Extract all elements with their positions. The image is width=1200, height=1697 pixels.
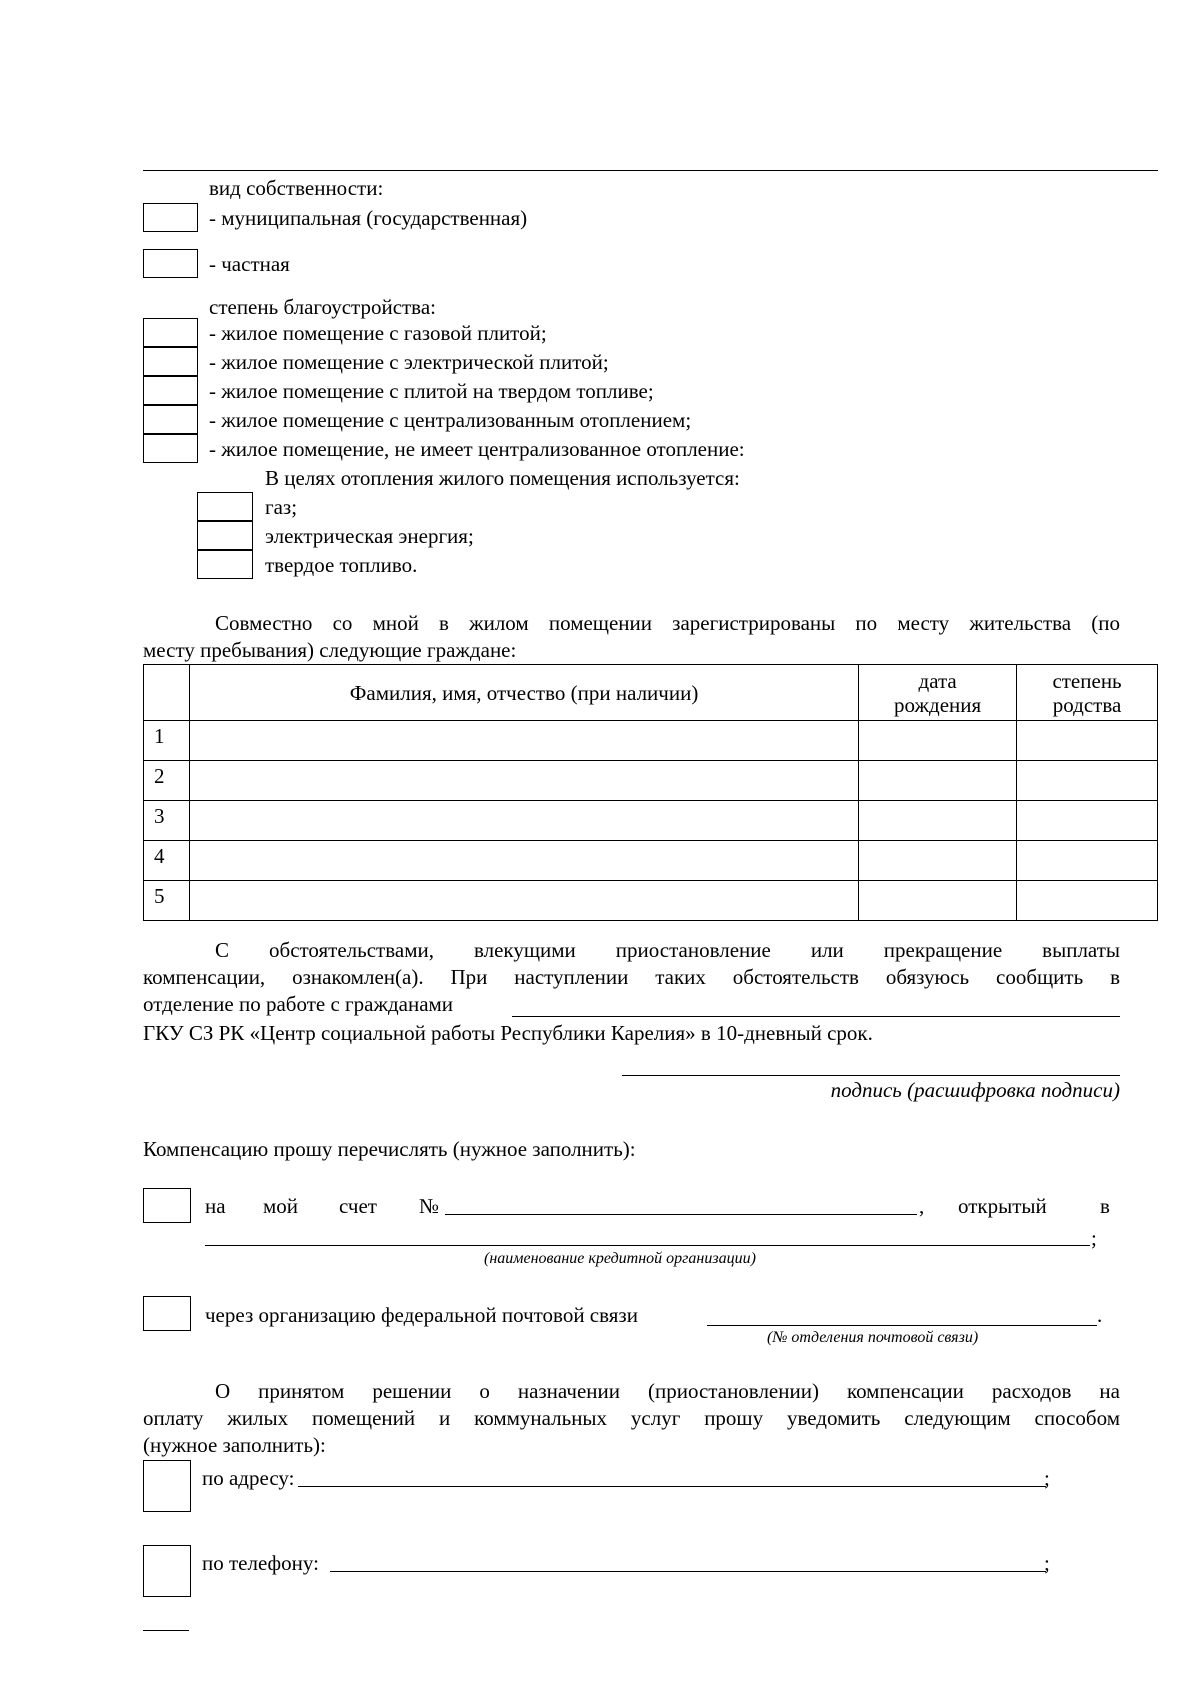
row-number: 2 <box>144 761 190 801</box>
residents-table <box>143 664 1158 921</box>
ack-line4: ГКУ СЗ РК «Центр социальной работы Республики Карелия» в 10-дневный срок. <box>143 1021 873 1045</box>
header-birth-line2: рождения <box>894 692 982 717</box>
address-field[interactable] <box>298 1486 1046 1487</box>
name-cell[interactable] <box>189 881 858 921</box>
header-birth-line1: дата <box>918 668 957 693</box>
name-cell[interactable] <box>189 801 858 841</box>
bank-name-end: ; <box>1091 1226 1097 1250</box>
amenity-no-central-heating-label: - жилое помещение, не имеет централизованное отопление: <box>209 437 745 461</box>
payment-heading: Компенсацию прошу перечислять (нужное заполнить): <box>143 1137 636 1161</box>
ownership-private-checkbox[interactable] <box>143 249 198 278</box>
amenities-heading: степень благоустройства: <box>209 295 436 319</box>
row-number: 5 <box>144 881 190 921</box>
phone-field[interactable] <box>330 1571 1046 1572</box>
phone-label: по телефону: <box>202 1551 319 1575</box>
relation-cell[interactable] <box>1017 841 1158 881</box>
row-number: 4 <box>144 841 190 881</box>
birth-cell[interactable] <box>859 841 1017 881</box>
relation-cell[interactable] <box>1017 881 1158 921</box>
notify-address-checkbox[interactable] <box>143 1460 191 1512</box>
amenity-solid-fuel-stove-label: - жилое помещение с плитой на твердом топливе; <box>209 379 654 403</box>
account-word-number-sign: № <box>419 1194 440 1218</box>
amenity-electric-stove-checkbox[interactable] <box>143 347 198 376</box>
account-word-moy: мой <box>263 1194 299 1218</box>
address-end: ; <box>1044 1466 1050 1490</box>
ownership-private-label: - частная <box>209 252 290 276</box>
post-office-caption: (№ отделения почтовой связи) <box>767 1329 979 1346</box>
name-cell[interactable] <box>189 721 858 761</box>
ownership-municipal-checkbox[interactable] <box>143 203 198 232</box>
payment-account-checkbox[interactable] <box>143 1188 191 1223</box>
name-cell[interactable] <box>189 761 858 801</box>
relation-cell[interactable] <box>1017 761 1158 801</box>
residents-intro-line1: Совместно со мной в жилом помещении зарегистрированы по месту жительства (по <box>215 611 1120 635</box>
name-cell[interactable] <box>189 841 858 881</box>
heating-solid-fuel-label: твердое топливо. <box>265 553 418 577</box>
residents-table-header <box>144 665 1158 721</box>
payment-post-checkbox[interactable] <box>143 1296 191 1331</box>
ack-line3: отделение по работе с гражданами <box>143 992 454 1016</box>
table-row <box>144 761 1158 801</box>
top-rule <box>143 170 1158 171</box>
heating-gas-checkbox[interactable] <box>197 492 253 521</box>
ownership-municipal-label: - муниципальная (государственная) <box>209 206 528 230</box>
birth-cell[interactable] <box>859 801 1017 841</box>
table-row <box>144 841 1158 881</box>
address-label: по адресу: <box>202 1466 295 1490</box>
heating-electric-label: электрическая энергия; <box>265 524 474 548</box>
bank-name-field[interactable] <box>205 1245 1090 1246</box>
relation-cell[interactable] <box>1017 721 1158 761</box>
table-row <box>144 881 1158 921</box>
residents-intro-line2: месту пребывания) следующие граждане: <box>143 638 517 662</box>
signature-caption: подпись (расшифровка подписи) <box>830 1078 1120 1102</box>
amenity-gas-stove-label: - жилое помещение с газовой плитой; <box>209 321 547 345</box>
ack-line2: компенсации, ознакомлен(а). При наступлении таких обстоятельств обязуюсь сообщить в <box>143 965 1120 989</box>
post-end: . <box>1097 1303 1103 1327</box>
bank-name-caption: (наименование кредитной организации) <box>484 1250 756 1267</box>
notify-phone-checkbox[interactable] <box>143 1545 191 1597</box>
notify-line2: оплату жилых помещений и коммунальных услуг прошу уведомить следующим способом <box>143 1406 1120 1430</box>
birth-cell[interactable] <box>859 881 1017 921</box>
signature-field[interactable] <box>622 1075 1120 1076</box>
notify-line3: (нужное заполнить): <box>143 1433 326 1457</box>
birth-cell[interactable] <box>859 721 1017 761</box>
row-number: 3 <box>144 801 190 841</box>
header-relation-line2: родства <box>1052 692 1122 717</box>
department-field[interactable] <box>512 1016 1120 1017</box>
account-number-field[interactable] <box>445 1214 917 1215</box>
amenity-solid-fuel-stove-checkbox[interactable] <box>143 376 198 405</box>
heating-gas-label: газ; <box>265 495 298 519</box>
account-word-opened: открытый <box>958 1194 1047 1218</box>
relation-cell[interactable] <box>1017 801 1158 841</box>
header-name: Фамилия, имя, отчество (при наличии) <box>189 665 858 721</box>
account-word-na: на <box>205 1194 226 1218</box>
header-birth-date <box>859 665 1017 721</box>
header-number <box>144 665 190 721</box>
notify-line1: О принятом решении о назначении (приостановлении) компенсации расходов на <box>215 1379 1120 1403</box>
account-word-v: в <box>1100 1194 1110 1218</box>
heating-electric-checkbox[interactable] <box>197 521 253 550</box>
heating-solid-fuel-checkbox[interactable] <box>197 550 253 579</box>
header-relation-line1: степень <box>1052 668 1122 693</box>
amenity-central-heating-label: - жилое помещение с централизованным отоплением; <box>209 408 692 432</box>
account-word-comma: , <box>919 1194 925 1218</box>
amenity-central-heating-checkbox[interactable] <box>143 405 198 434</box>
table-row <box>144 801 1158 841</box>
phone-end: ; <box>1044 1551 1050 1575</box>
post-office-field[interactable] <box>707 1325 1097 1326</box>
row-number: 1 <box>144 721 190 761</box>
header-relation <box>1017 665 1158 721</box>
ack-line1: С обстоятельствами, влекущими приостановление или прекращение выплаты <box>215 938 1120 962</box>
heating-heading: В целях отопления жилого помещения используется: <box>265 466 740 490</box>
amenity-gas-stove-checkbox[interactable] <box>143 318 198 347</box>
table-row <box>144 721 1158 761</box>
birth-cell[interactable] <box>859 761 1017 801</box>
ownership-heading: вид собственности: <box>209 176 384 200</box>
account-word-schet: счет <box>339 1194 377 1218</box>
amenity-electric-stove-label: - жилое помещение с электрической плитой; <box>209 350 609 374</box>
footnote-rule <box>143 1630 189 1631</box>
post-label: через организацию федеральной почтовой связи <box>205 1303 638 1327</box>
amenity-no-central-heating-checkbox[interactable] <box>143 434 198 463</box>
